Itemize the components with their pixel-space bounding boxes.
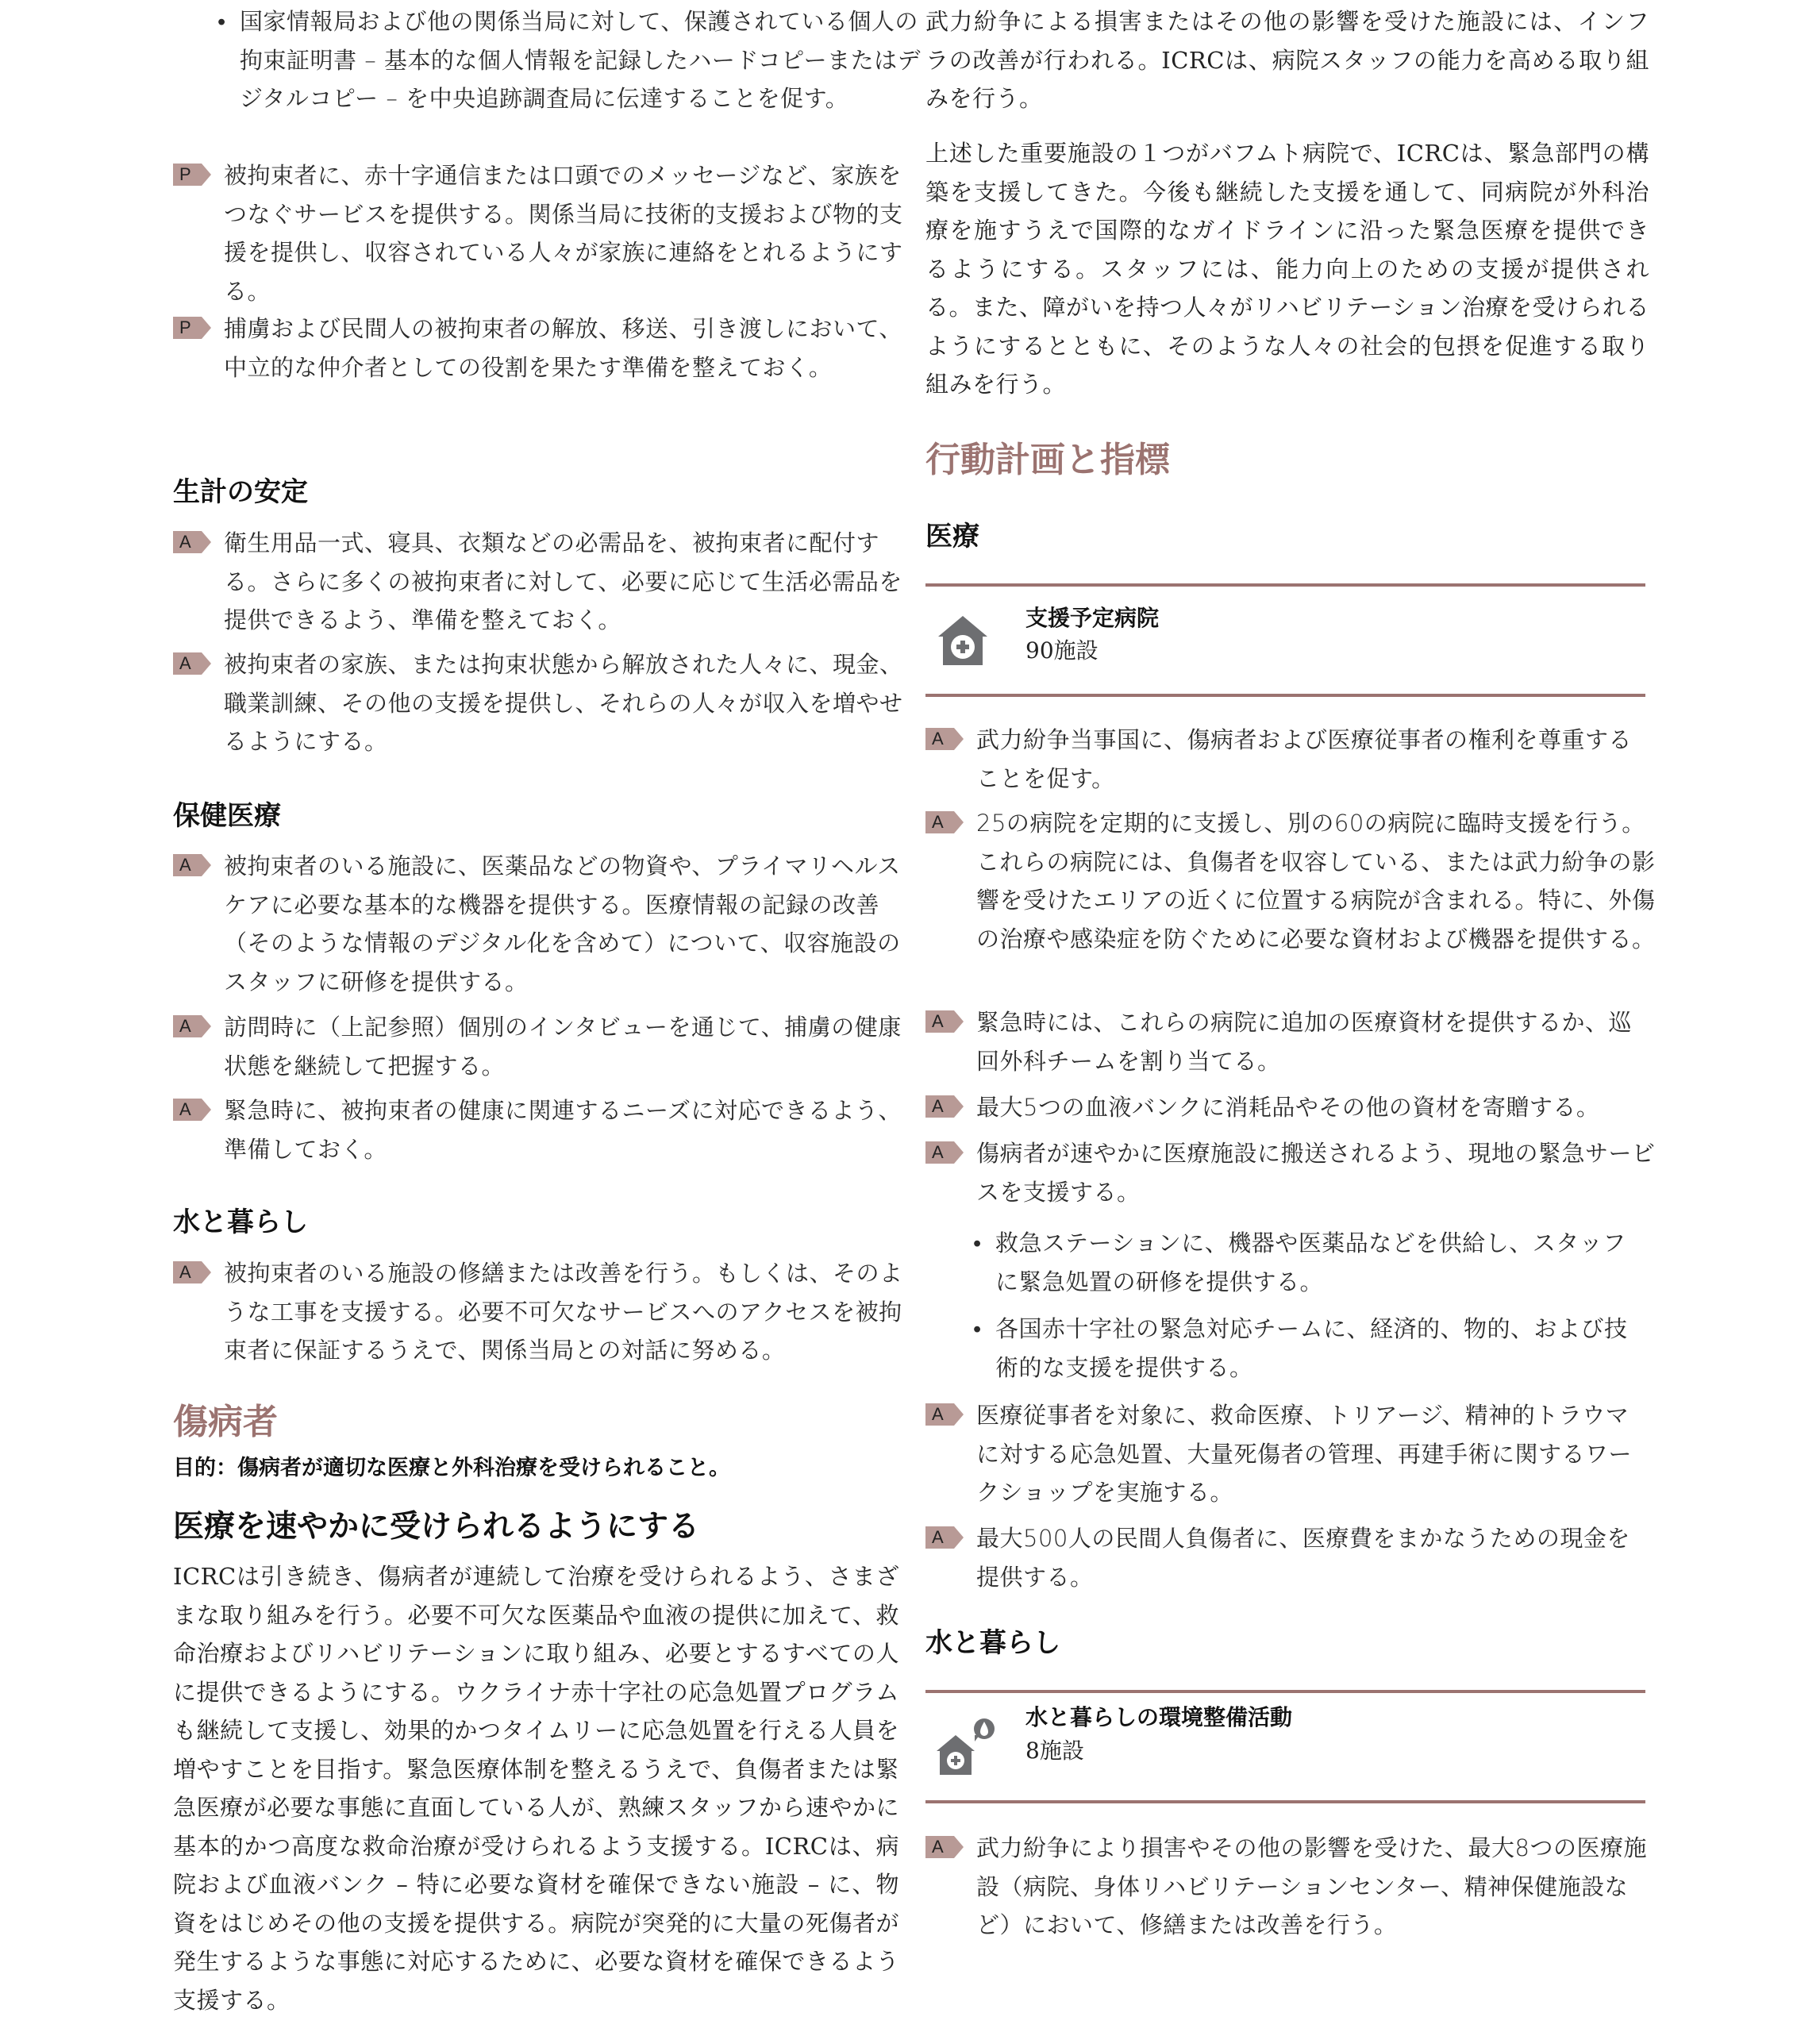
assistance-badge-icon: A [925,1526,954,1549]
assistance-badge-icon: A [173,1099,202,1121]
action-text: 医療従事者を対象に、救命医療、トリアージ、精神的トラウマに対する応急処置、大量死傷者の管理、再建手術に関するワークショップを実施する。 [976,1402,1633,1506]
action-text: 被拘束者のいる施設の修繕または改善を行う。もしくは、そのような工事を支援する。必要不可欠なサービスへのアクセスを被拘束者に保証するうえで、関係当局との対話に努める。 [224,1260,903,1364]
hospital-icon [935,613,991,668]
subheading-medical-access: 医療を速やかに受けられるようにする [173,1509,700,1545]
objective-text: 目的：傷病者が適切な医療と外科治療を受けられること。 [173,1456,730,1480]
assistance-badge-icon: A [173,1015,202,1037]
action-item [925,1396,1649,1512]
divider [925,694,1645,697]
action-text: 緊急時には、これらの病院に追加の医療資材を提供するか、巡回外科チームを割り当てる。 [976,1009,1633,1075]
action-item [173,524,903,640]
bullet-text: 救急ステーションに、機器や医薬品などを供給し、スタッフに緊急処置の研修を提供する。 [995,1230,1626,1295]
action-text: 最大500人の民間人負傷者に、医療費をまかなうための現金を提供する。 [976,1525,1630,1591]
assistance-badge-icon: A [925,811,954,833]
wounded-body-paragraph: ICRCは引き続き、傷病者が連続して治療を受けられるよう、さまざまな取り組みを行う。必要不可欠な医薬品や血液の提供に加えて、救命治療およびリハビリテーションに取り組み、必要とするすべての人に提供できるようにする。ウクライナ赤十字社の応急処置プログラムも継続して支援し、効果的かつタイムリーに応急処置を行える人員を増やすことを目指す。緊急医療体制を整えるうえで、負傷者または緊急医療が必要な事態に直面している人が、熟練スタッフから速やかに基本的かつ高度な救命治療が受けられるよう支援する。ICRCは、病院および血液バンク – 特に必要な資材を確保できない施設 – に、物資をはじめその他の支援を提供する。病院が突発的に大量の死傷者が発生するような事態に対応するために、必要な資材を確保できるよう支援する。 [173,1563,899,2014]
action-text: 緊急時に、被拘束者の健康に関連するニーズに対応できるよう、準備しておく。 [224,1097,902,1163]
assistance-badge-icon: A [173,854,202,876]
action-text: 傷病者が速やかに医療施設に搬送されるよう、現地の緊急サービスを支援する。 [976,1140,1656,1206]
divider [925,583,1645,587]
list-item [973,1224,1646,1301]
action-item [173,310,903,387]
indicator-title: 支援予定病院 [1025,605,1160,631]
bullet-text: 各国赤十字社の緊急対応チームに、経済的、物的、および技術的な支援を提供する。 [995,1315,1628,1381]
action-text: 被拘束者のいる施設に、医薬品などの物資や、プライマリヘルスケアに必要な基本的な機器を提供する。医療情報の記録の改善（そのような情報のデジタル化を含めて）について、収容施設のスタッフに研修を提供する。 [224,852,901,995]
action-item [925,1003,1649,1080]
action-plan-title: 行動計画と指標 [925,440,1170,480]
assistance-badge-icon: A [925,1141,954,1164]
section-heading-health: 保健医療 [173,800,281,832]
section-heading-water: 水と暮らし [173,1206,308,1238]
action-item [925,721,1649,798]
action-text: 衛生用品一式、寝具、衣類などの必需品を、被拘束者に配付する。さらに多くの被拘束者に対して、必要に応じて生活必需品を提供できるよう、準備を整えておく。 [224,529,902,633]
indicator-hospitals [925,591,1645,695]
action-text: 捕虜および民間人の被拘束者の解放、移送、引き渡しにおいて、中立的な仲介者としての役割を果たす準備を整えておく。 [224,315,902,381]
assistance-badge-icon: A [925,1836,954,1858]
action-item [925,1519,1649,1596]
action-item [925,1088,1667,1127]
assistance-badge-icon: A [925,1095,954,1118]
protection-badge-icon: P [173,317,202,339]
assistance-badge-icon: A [925,1010,954,1033]
action-item [173,156,903,310]
divider [925,1690,1645,1693]
action-item [173,1008,903,1085]
protection-badge-icon: P [173,164,202,186]
action-text: 武力紛争当事国に、傷病者および医療従事者の権利を尊重することを促す。 [976,726,1633,792]
action-item [925,1134,1667,1211]
action-text: 武力紛争により損害やその他の影響を受けた、最大8つの医療施設（病院、身体リハビリテーションセンター、精神保健施設など）において、修繕または改善を行う。 [976,1834,1647,1938]
indicator-title: 水と暮らしの環境整備活動 [1025,1704,1293,1730]
hospital-water-icon [935,1714,998,1778]
indicator-value: 8施設 [1025,1738,1084,1764]
action-text: 25の病院を定期的に支援し、別の60の病院に臨時支援を行う。これらの病院には、負傷者を収容している、または武力紛争の影響を受けたエリアの近くに位置する病院が含まれる。特に、外傷の治療や感染症を防ぐために必要な資材および機器を提供する。 [976,810,1656,952]
bullet-text: 国家情報局および他の関係当局に対して、保護されている個人の拘束証明書 – 基本的な個人情報を記録したハードコピーまたはデジタルコピー – を中央追跡調査局に伝達することを促す。 [240,8,922,112]
list-item [973,1310,1646,1387]
intro-paragraph-1: 武力紛争による損害またはその他の影響を受けた施設には、インフラの改善が行われる。ICRCは、病院スタッフの能力を高める取り組みを行う。 [925,8,1649,112]
section-heading-water: 水と暮らし [925,1627,1060,1659]
action-item [925,1829,1649,1945]
action-item [173,1091,903,1168]
assistance-badge-icon: A [173,1261,202,1283]
assistance-badge-icon: A [925,1403,954,1426]
section-heading-livelihood: 生計の安定 [173,476,308,508]
action-text: 被拘束者の家族、または拘束状態から解放された人々に、現金、職業訓練、その他の支援を提供し、それらの人々が収入を増やせるようにする。 [224,651,903,755]
indicator-value: 90施設 [1025,637,1099,664]
action-text: 被拘束者に、赤十字通信または口頭でのメッセージなど、家族をつなぐサービスを提供する。関係当局に技術的支援および物的支援を提供し、収容されている人々が家族に連絡をとれるようにする。 [224,162,903,305]
action-text: 訪問時に（上記参照）個別のインタビューを通じて、捕虜の健康状態を継続して把握する。 [224,1014,902,1080]
assistance-badge-icon: A [173,652,202,675]
chapter-title-wounded: 傷病者 [173,1402,278,1442]
intro-paragraph-2: 上述した重要施設の１つがバフムト病院で、ICRCは、緊急部門の構築を支援してきた。今後も継続した支援を通して、同病院が外科治療を施すうえで国際的なガイドラインに沿った緊急医療を提供できるようにする。スタッフには、能力向上のための支援が提供される。また、障がいを持つ人々がリハビリテーション治療を受けられるようにするとともに、そのような人々の社会的包摂を促進する取り組みを行う。 [925,140,1649,398]
action-item [173,847,903,1001]
action-item [173,645,903,761]
action-item [173,1254,922,1370]
divider [925,1800,1645,1803]
action-text: 最大5つの血液バンクに消耗品やその他の資材を寄贈する。 [976,1094,1600,1121]
assistance-badge-icon: A [173,531,202,553]
action-item [925,804,1667,958]
section-heading-medical: 医療 [925,521,979,552]
indicator-water-habitat [925,1699,1645,1800]
list-item [217,2,922,118]
assistance-badge-icon: A [925,728,954,750]
